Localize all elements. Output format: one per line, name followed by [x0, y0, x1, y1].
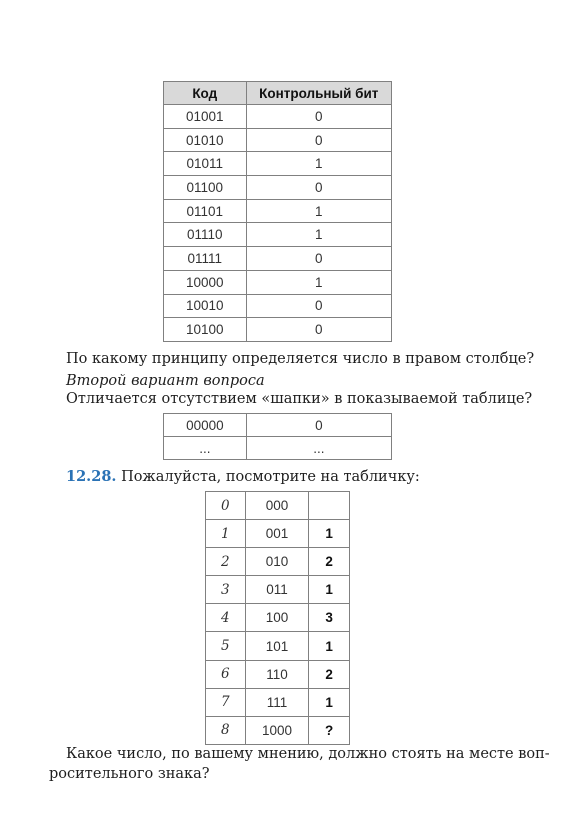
table-cell: 0: [246, 247, 391, 271]
table-cell: 3: [206, 576, 246, 604]
final-question-line1: Какое число, по вашему мнению, должно стоять на месте воп-: [66, 746, 550, 762]
table-row: [206, 716, 350, 744]
table-cell: 10000: [164, 270, 247, 294]
table-row: [206, 576, 350, 604]
table-cell: 001: [245, 520, 309, 548]
table-cell: 000: [245, 492, 309, 520]
table-row: [164, 414, 392, 437]
table-cell: 1: [309, 520, 350, 548]
question-text: По какому принципу определяется число в правом столбце?: [66, 351, 535, 367]
table-cell: ...: [164, 437, 247, 460]
variant-label: Второй вариант вопроса: [66, 373, 265, 389]
table-cell: 0: [246, 128, 391, 152]
table-cell: 1: [206, 520, 246, 548]
table-cell: 0: [246, 318, 391, 342]
table-cell: 011: [245, 576, 309, 604]
table-cell: 1: [246, 270, 391, 294]
table-row: [164, 437, 392, 460]
header-code: Код: [164, 82, 247, 105]
table-row: [206, 660, 350, 688]
table-row: [164, 105, 392, 129]
table-cell: 01110: [164, 223, 247, 247]
table-cell: 5: [206, 632, 246, 660]
table-row: [206, 520, 350, 548]
table-cell: 01010: [164, 128, 247, 152]
table-cell: 10010: [164, 294, 247, 318]
table-cell: 100: [245, 604, 309, 632]
table-row: [164, 247, 392, 271]
table-row: [206, 548, 350, 576]
table-cell: 1: [246, 223, 391, 247]
table-cell: [309, 492, 350, 520]
table-cell: 2: [206, 548, 246, 576]
table-row: [206, 632, 350, 660]
table-cell: 10100: [164, 318, 247, 342]
table-row: [164, 176, 392, 200]
table-row: [164, 294, 392, 318]
table-cell: 0: [246, 414, 391, 437]
binary-table: [205, 491, 350, 745]
problem-text: Пожалуйста, посмотрите на табличку:: [121, 469, 420, 485]
table-cell: 111: [245, 688, 309, 716]
table-row: [206, 688, 350, 716]
table-cell: 0: [206, 492, 246, 520]
table-cell: 1: [309, 688, 350, 716]
table-row: [164, 270, 392, 294]
table-cell: 1: [246, 152, 391, 176]
table-row: [206, 604, 350, 632]
table-cell: 110: [245, 660, 309, 688]
table-cell: 3: [309, 604, 350, 632]
table-cell: 101: [245, 632, 309, 660]
table-cell: 2: [309, 548, 350, 576]
table-row: [164, 199, 392, 223]
table-cell: 1: [309, 632, 350, 660]
table-cell: 1: [309, 576, 350, 604]
table-row: [164, 152, 392, 176]
table-row: [206, 492, 350, 520]
problem-statement: [66, 468, 420, 486]
table-cell: 1: [246, 199, 391, 223]
problem-number: 12.28.: [66, 468, 117, 485]
table-row: [164, 128, 392, 152]
table-cell: 0: [246, 294, 391, 318]
code-table: [163, 81, 392, 342]
table-cell: 00000: [164, 414, 247, 437]
table-cell: ...: [246, 437, 391, 460]
table-row: [164, 318, 392, 342]
table-cell: 01001: [164, 105, 247, 129]
headerless-table: [163, 413, 392, 460]
variant-text: Отличается отсутствием «шапки» в показываемой таблице?: [66, 391, 533, 407]
table-row: [164, 223, 392, 247]
table-cell: 0: [246, 176, 391, 200]
table-cell: 01011: [164, 152, 247, 176]
table-cell: 0: [246, 105, 391, 129]
table-cell: 01100: [164, 176, 247, 200]
table-cell: 01111: [164, 247, 247, 271]
table-cell: 01101: [164, 199, 247, 223]
table-cell: 1000: [245, 716, 309, 744]
final-question-line2: росительного знака?: [49, 766, 210, 782]
table-cell: ?: [309, 716, 350, 744]
table-cell: 2: [309, 660, 350, 688]
header-control-bit: Контрольный бит: [246, 82, 391, 105]
table-cell: 010: [245, 548, 309, 576]
table-cell: 6: [206, 660, 246, 688]
table-cell: 7: [206, 688, 246, 716]
table-cell: 8: [206, 716, 246, 744]
code-table-header: [164, 82, 392, 105]
table-cell: 4: [206, 604, 246, 632]
